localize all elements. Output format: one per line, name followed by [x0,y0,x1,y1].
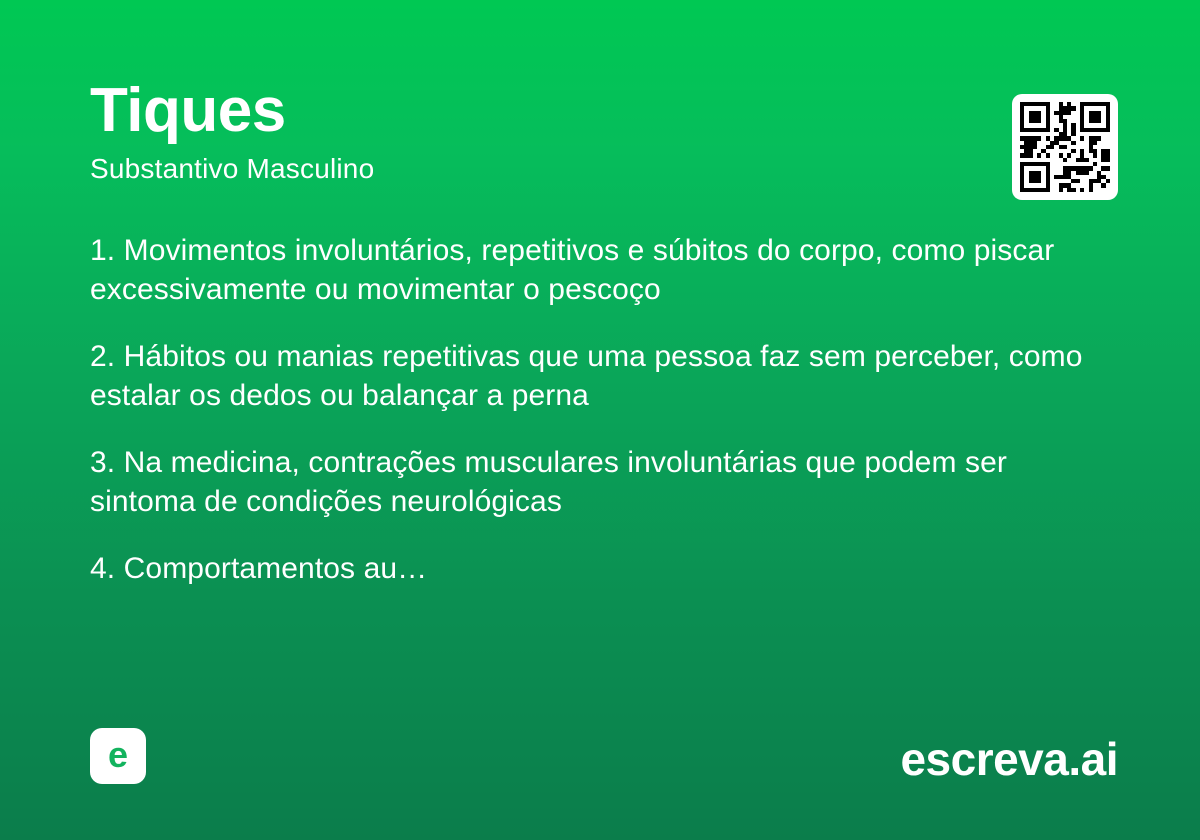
list-item: 4. Comportamentos au… [90,552,428,586]
list-item: 1. Movimentos involuntários, repetitivos e súbitos do corpo, como piscar excessivamente ou movimentar o pescoço [90,234,1055,307]
definition-list [90,231,1110,588]
logo [90,728,146,784]
page-title: Tiques [90,76,286,145]
card-footer [90,728,1118,784]
part-of-speech-label: Substantivo Masculino [90,153,375,185]
list-item: 3. Na medicina, contrações musculares involuntárias que podem ser sintoma de condições neurológicas [90,446,1007,519]
card-content [90,78,1118,786]
list-item: 2. Hábitos ou manias repetitivas que uma pessoa faz sem perceber, como estalar os dedos ou balançar a perna [90,340,1083,413]
brand-name: escreva.ai [900,733,1118,785]
logo-letter: e [107,734,129,775]
